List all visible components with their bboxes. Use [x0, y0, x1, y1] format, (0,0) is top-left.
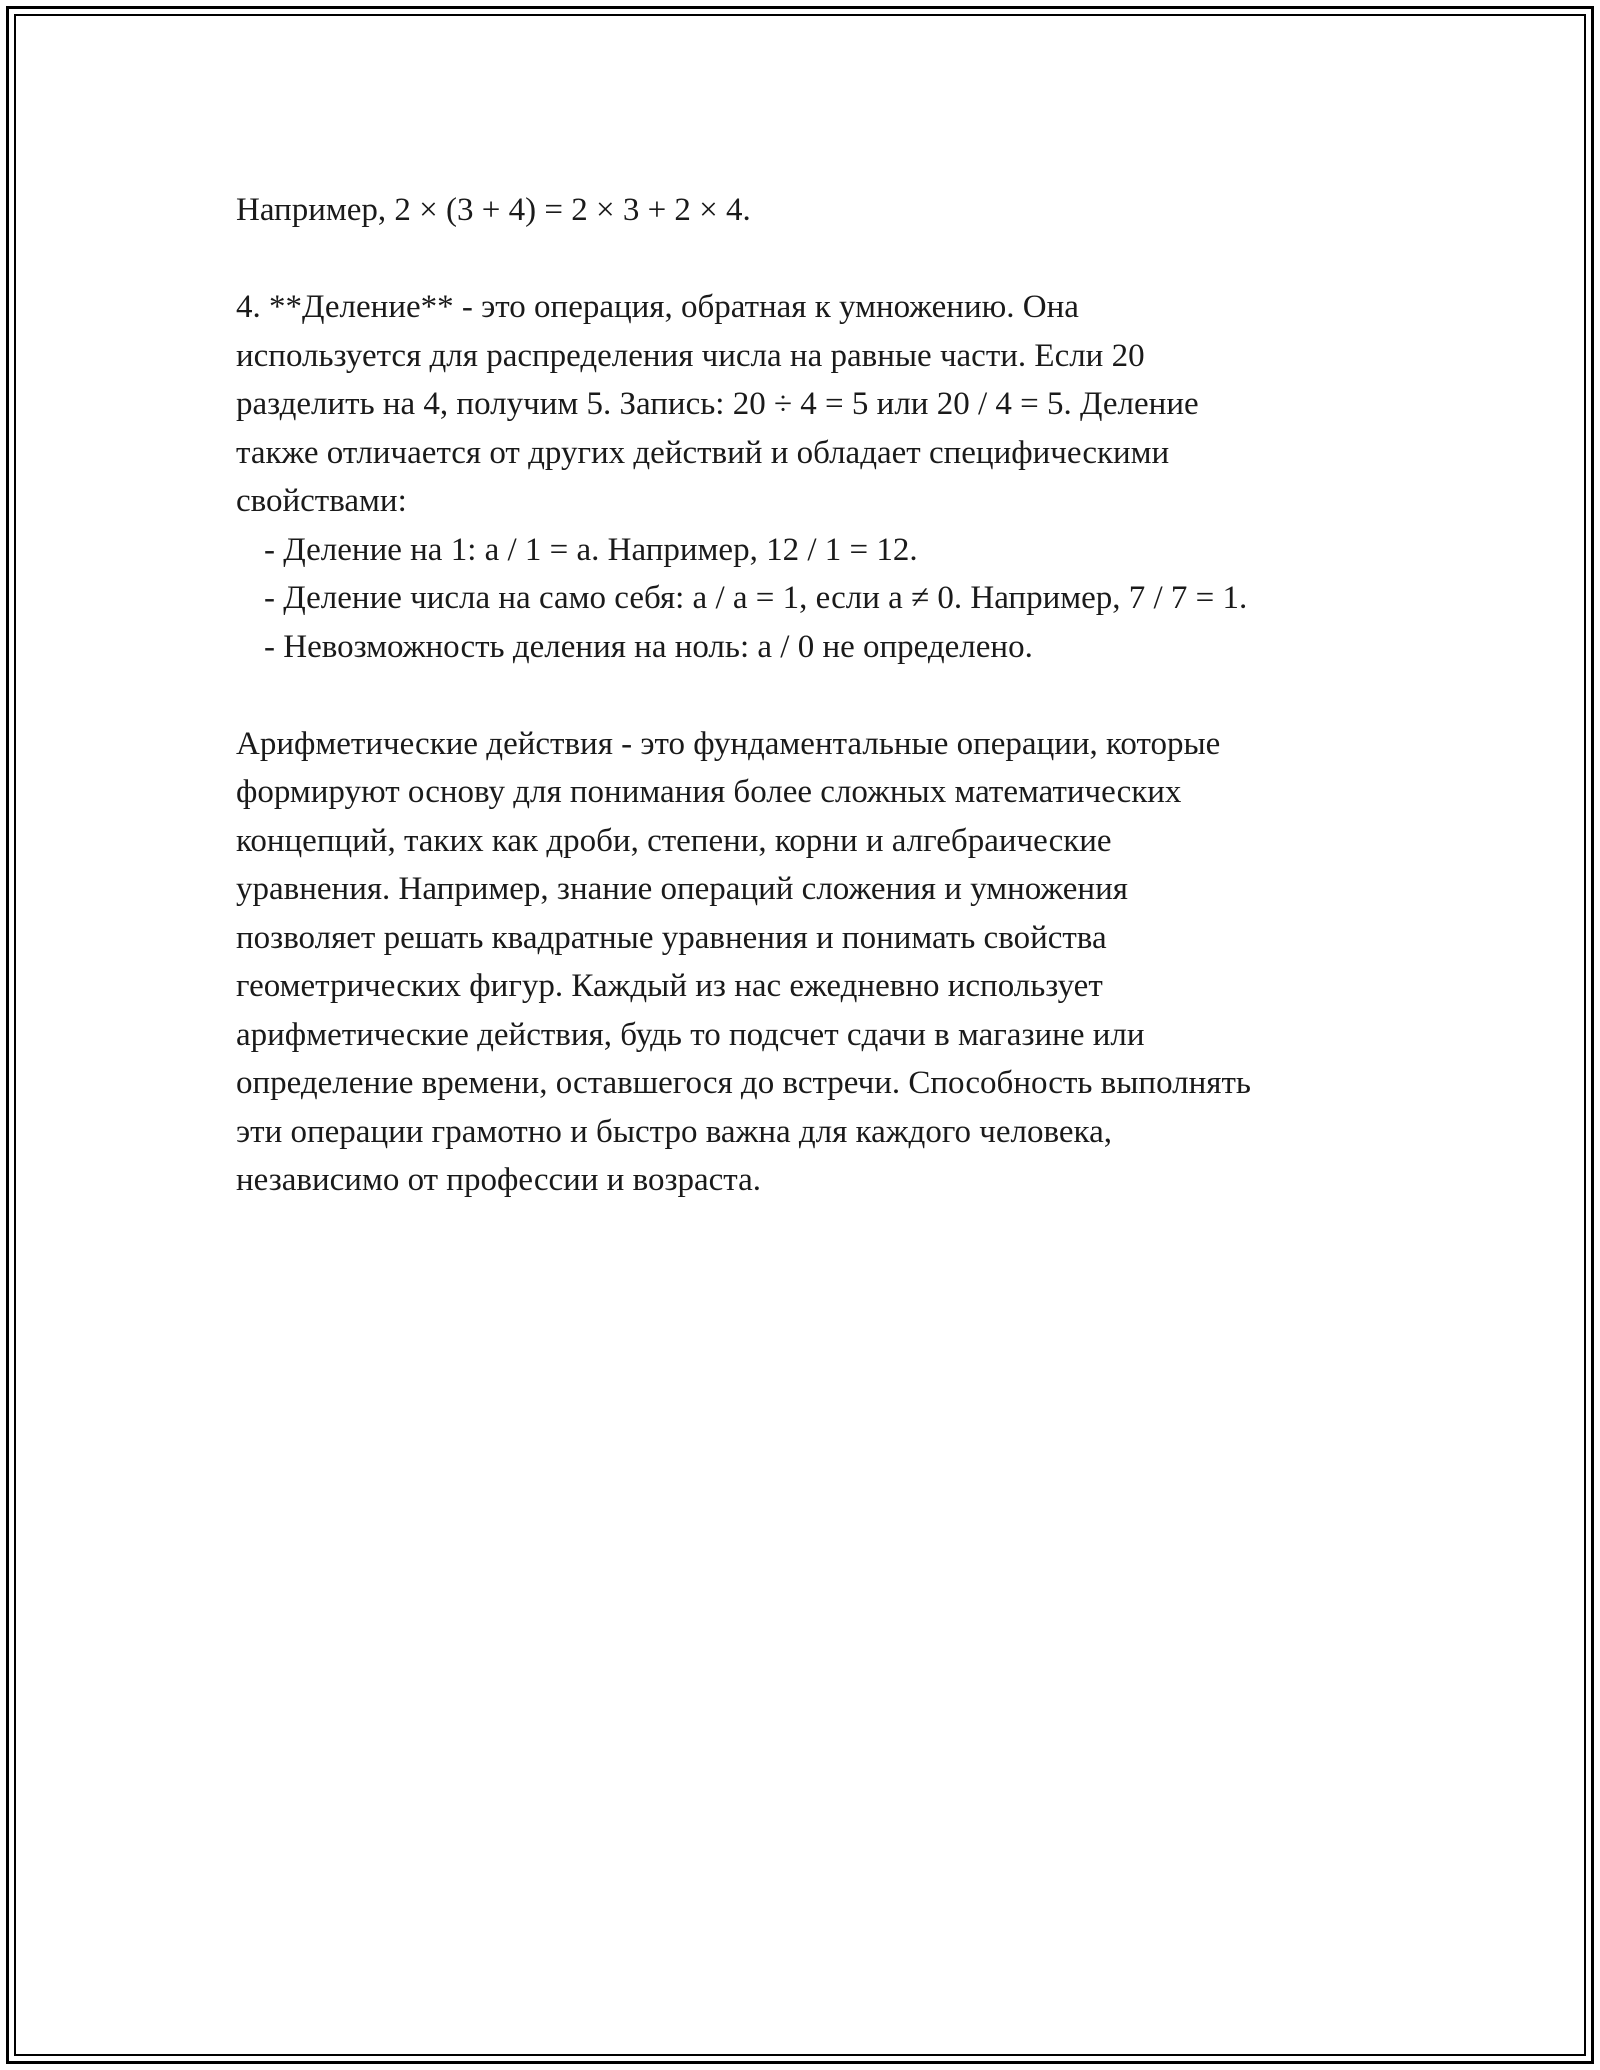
text-line: Арифметические действия - это фундаментальные операции, которые	[236, 725, 1221, 762]
conclusion-paragraph	[236, 720, 1386, 1205]
text-line: используется для распределения числа на равные части. Если 20	[236, 337, 1145, 374]
paragraph-spacer	[236, 235, 1386, 284]
bullet-item: - Деление на 1: a / 1 = a. Например, 12 / 1 = 12.	[264, 531, 918, 568]
text-line: определение времени, оставшегося до встречи. Способность выполнять	[236, 1065, 1251, 1101]
example-paragraph	[236, 186, 1386, 235]
text-line: Например, 2 × (3 + 4) = 2 × 3 + 2 × 4.	[236, 192, 751, 228]
text-line: 4. **Деление** - это операция, обратная к умножению. Она	[236, 289, 1079, 325]
text-line: концепций, таких как дроби, степени, корни и алгебраические	[236, 822, 1112, 859]
text-line: также отличается от других действий и обладает специфическими	[236, 434, 1170, 471]
document-body	[236, 186, 1386, 1205]
bullet-item: - Деление числа на само себя: a / a = 1, если a ≠ 0. Например, 7 / 7 = 1.	[264, 580, 1248, 616]
text-line: геометрических фигур. Каждый из нас ежедневно использует	[236, 968, 1103, 1004]
text-line: разделить на 4, получим 5. Запись: 20 ÷ 4 = 5 или 20 / 4 = 5. Деление	[236, 386, 1199, 422]
text-line: эти операции грамотно и быстро важна для каждого человека,	[236, 1113, 1112, 1150]
paragraph-spacer	[236, 671, 1386, 720]
text-line: уравнения. Например, знание операций сложения и умножения	[236, 871, 1128, 907]
text-line: позволяет решать квадратные уравнения и понимать свойства	[236, 919, 1107, 956]
text-line: арифметические действия, будь то подсчет сдачи в магазине или	[236, 1016, 1145, 1053]
bullet-item: - Невозможность деления на ноль: a / 0 не определено.	[264, 628, 1033, 665]
text-line: формируют основу для понимания более сложных математических	[236, 774, 1182, 810]
division-section	[236, 283, 1386, 671]
text-line: независимо от профессии и возраста.	[236, 1162, 762, 1198]
text-line: свойствами:	[236, 483, 407, 519]
